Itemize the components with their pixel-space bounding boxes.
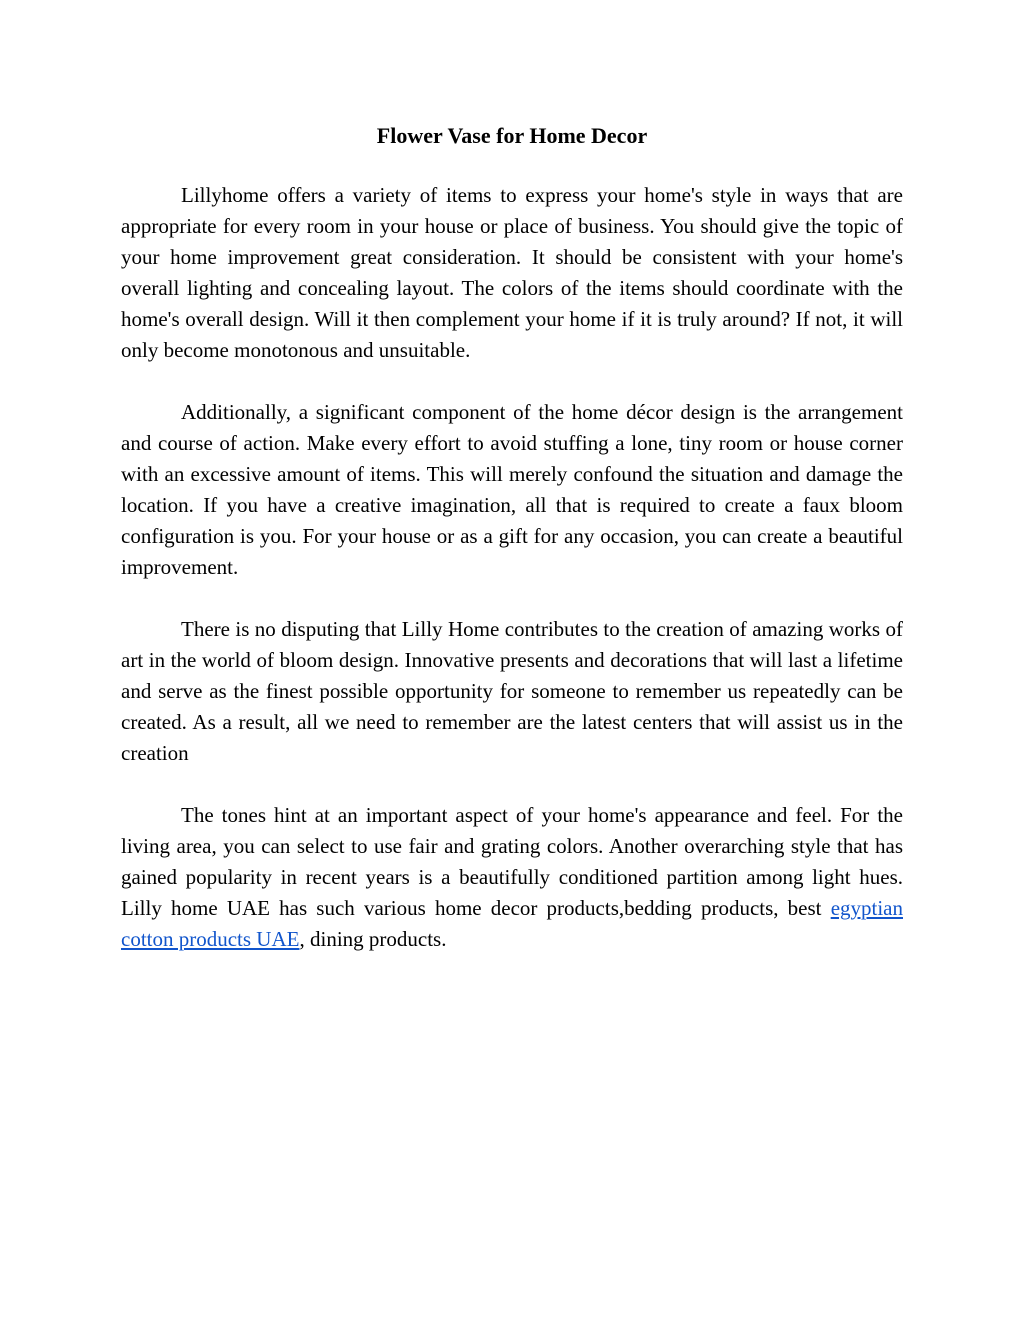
paragraph-4 bbox=[121, 800, 903, 955]
document-body bbox=[121, 118, 903, 986]
document-title: Flower Vase for Home Decor bbox=[376, 123, 648, 148]
paragraph-4-text-after-link: , dining products. bbox=[299, 927, 447, 951]
paragraph-3: There is no disputing that Lilly Home contributes to the creation of amazing works of art in the world of bloom design. Innovative presents and decorations that will last a lifetime and serve as the finest possible opportunity for someone to remember us repeatedly can be created. As a result, all we need to remember are the latest centers that will assist us in the creation bbox=[121, 617, 903, 765]
egyptian-cotton-link[interactable]: egyptian cotton products UAE bbox=[121, 896, 903, 951]
paragraph-4-text-before-link: The tones hint at an important aspect of your home's appearance and feel. For the living area, you can select to use fair and grating colors. Another overarching style that has gained popularity in recent years is a beautifully conditioned partition among light hues. Lilly home UAE has such various home decor products,bedding products, best bbox=[121, 803, 903, 920]
paragraph-2: Additionally, a significant component of the home décor design is the arrangement and course of action. Make every effort to avoid stuffing a lone, tiny room or house corner with an excessive amount of items. This will merely confound the situation and damage the location. If you have a creative imagination, all that is required to create a faux bloom configuration is you. For your house or as a gift for any occasion, you can create a beautiful improvement. bbox=[121, 400, 903, 579]
paragraph-1: Lillyhome offers a variety of items to express your home's style in ways that are appropriate for every room in your house or place of business. You should give the topic of your home improvement great consideration. It should be consistent with your home's overall lighting and concealing layout. The colors of the items should coordinate with the home's overall design. Will it then complement your home if it is truly around? If not, it will only become monotonous and unsuitable. bbox=[121, 183, 903, 362]
